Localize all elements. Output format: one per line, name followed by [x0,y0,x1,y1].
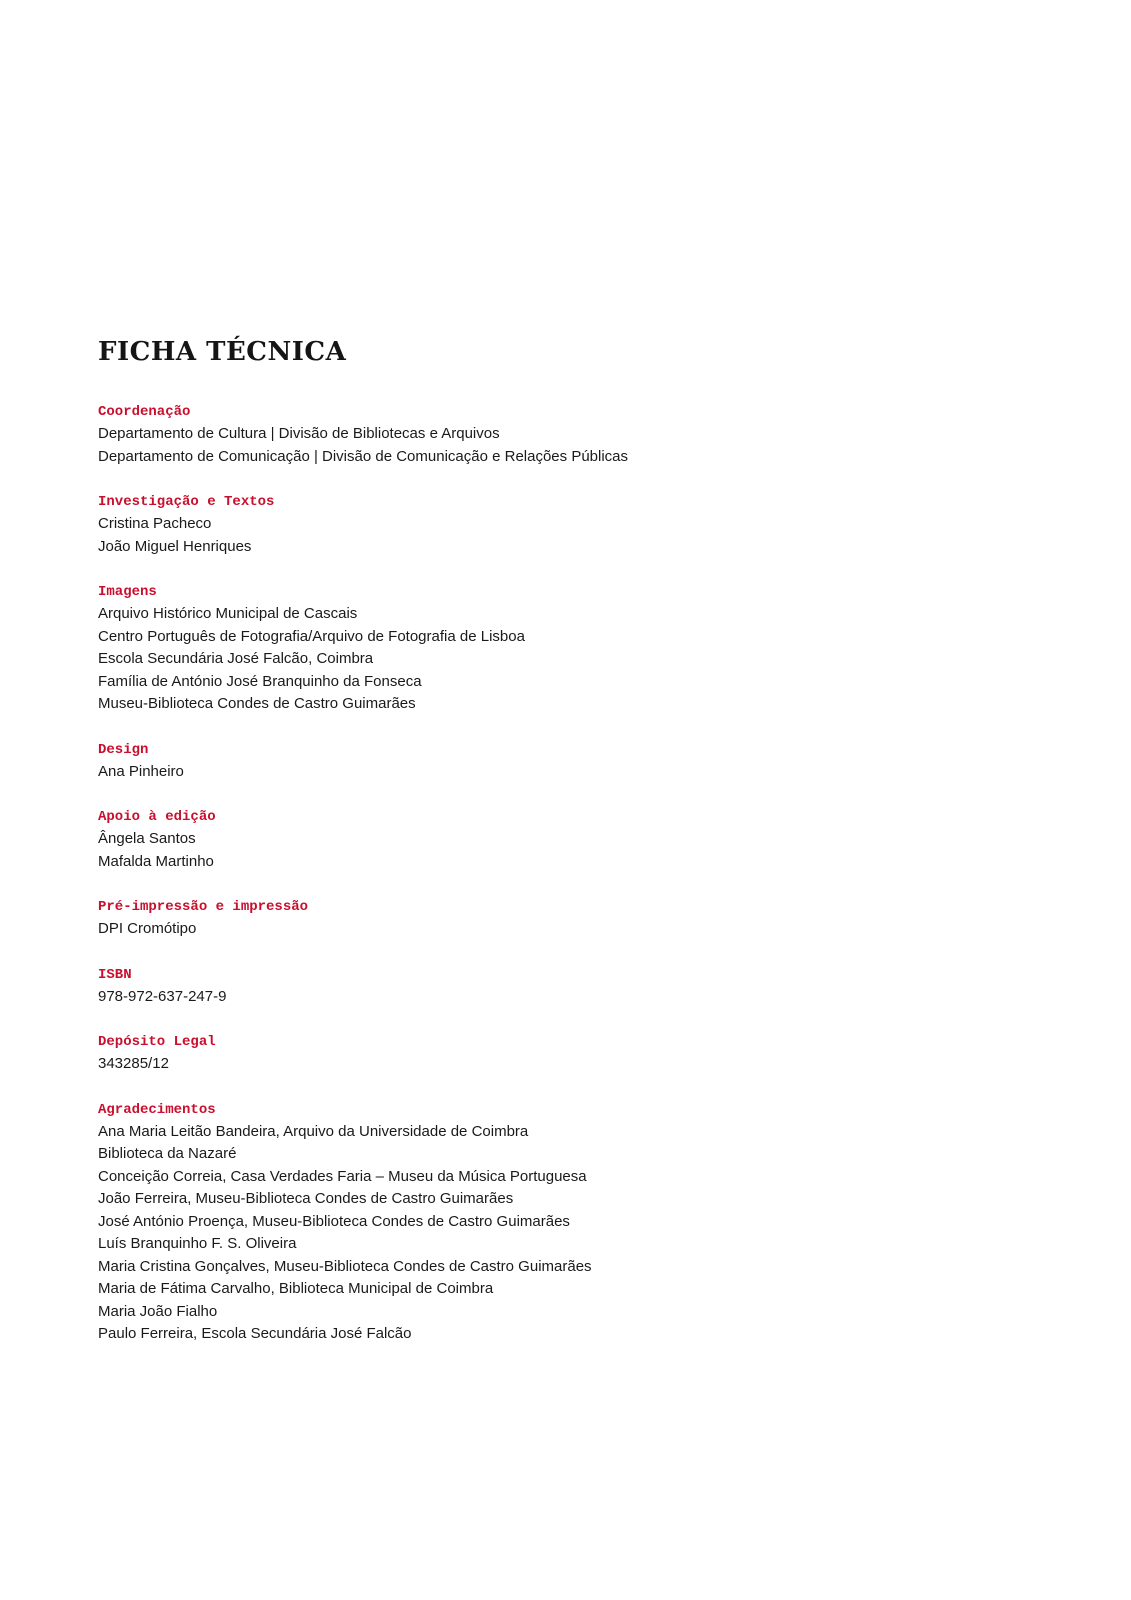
section-heading: Apoio à edição [98,809,216,825]
credit-line: João Miguel Henriques [98,537,252,555]
section-heading: Pré-impressão e impressão [98,899,309,915]
credit-section [98,1031,1078,1076]
credit-line: Maria Cristina Gonçalves, Museu-Biblioteca Condes de Castro Guimarães [98,1257,592,1275]
credit-section [98,806,1078,873]
credit-line: Centro Português de Fotografia/Arquivo de Fotografia de Lisboa [98,627,525,645]
credit-line: Ana Maria Leitão Bandeira, Arquivo da Universidade de Coimbra [98,1122,529,1140]
credit-line: Departamento de Comunicação | Divisão de Comunicação e Relações Públicas [98,447,629,465]
section-heading: Agradecimentos [98,1101,216,1118]
credit-line: 978-972-637-247-9 [98,987,227,1005]
credit-line: 343285/12 [98,1055,169,1072]
credit-line: Arquivo Histórico Municipal de Cascais [98,605,358,622]
credit-section [98,739,1078,784]
section-heading: Coordenação [98,404,191,420]
credit-section [98,1099,1078,1346]
page-title: FICHA TÉCNICA [98,337,347,367]
credit-line: Ana Pinheiro [98,762,184,780]
credit-line: Maria João Fialho [98,1302,218,1320]
credit-line: DPI Cromótipo [98,920,197,937]
credit-line: Museu-Biblioteca Condes de Castro Guimarães [98,695,416,712]
credit-section [98,401,1078,468]
credit-line: Departamento de Cultura | Divisão de Bibliotecas e Arquivos [98,425,500,442]
credit-line: Ângela Santos [98,830,196,847]
credit-section [98,581,1078,716]
credit-line: Paulo Ferreira, Escola Secundária José Falcão [98,1325,412,1342]
credit-line: Família de António José Branquinho da Fonseca [98,672,422,690]
credit-section [98,964,1078,1009]
section-heading: Investigação e Textos [98,494,275,510]
credit-line: Cristina Pacheco [98,515,212,532]
credit-line: Luís Branquinho F. S. Oliveira [98,1235,297,1252]
section-heading: Design [98,741,149,758]
credits-content [98,401,1078,1369]
credit-line: José António Proença, Museu-Biblioteca Condes de Castro Guimarães [98,1212,570,1230]
credit-line: Escola Secundária José Falcão, Coimbra [98,650,374,667]
section-heading: Depósito Legal [98,1034,216,1050]
credit-line: Maria de Fátima Carvalho, Biblioteca Municipal de Coimbra [98,1280,494,1297]
credit-line: Biblioteca da Nazaré [98,1145,237,1162]
credit-section [98,491,1078,558]
credit-line: João Ferreira, Museu-Biblioteca Condes de Castro Guimarães [98,1190,514,1207]
credit-line: Mafalda Martinho [98,852,214,870]
credit-line: Conceição Correia, Casa Verdades Faria – Museu da Música Portuguesa [98,1167,587,1185]
section-heading: Imagens [98,584,157,600]
section-heading: ISBN [98,966,132,983]
credit-section [98,896,1078,941]
